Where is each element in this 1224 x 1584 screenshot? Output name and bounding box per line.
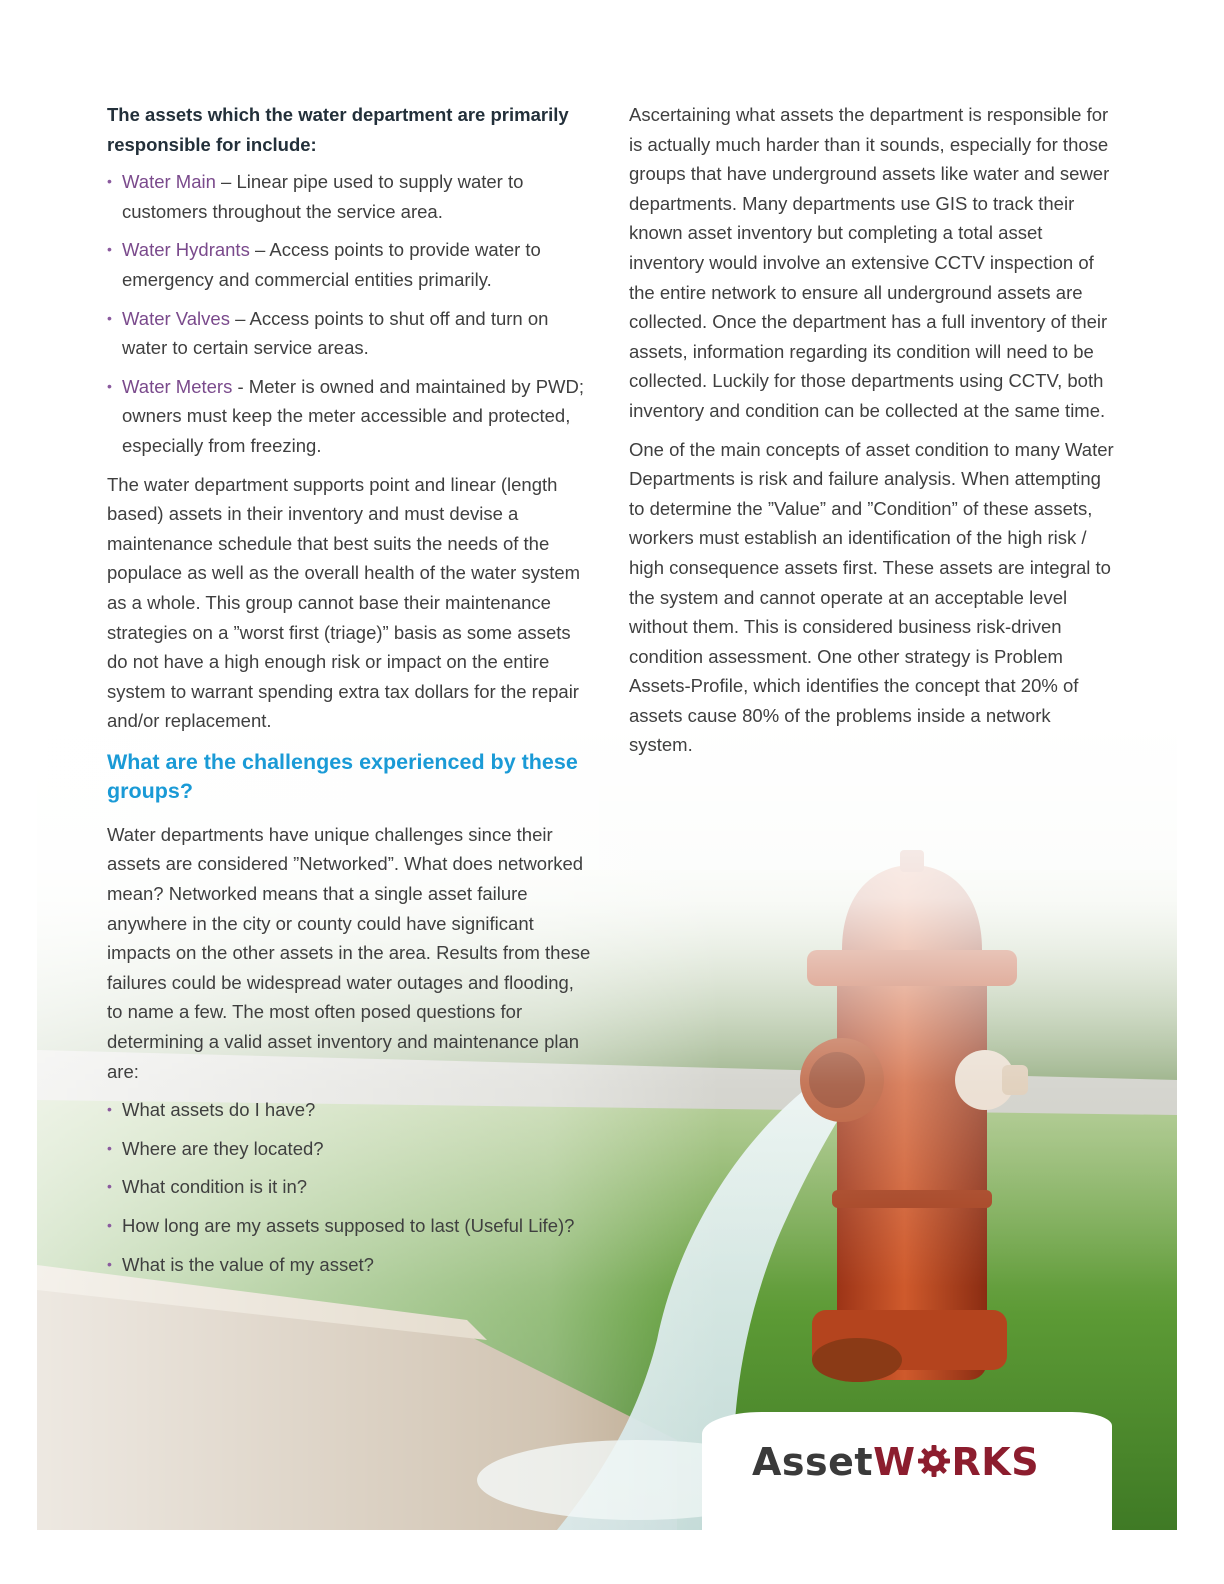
assetworks-logo <box>752 1440 1039 1484</box>
logo-text-asset: Asset <box>752 1440 874 1484</box>
body-paragraph: Water departments have unique challenges since their assets are considered ”Networked”. What does networked mean? Networked means that a single asset failure anywhere in the city or county could have significant impacts on the other assets in the area. Results from these failures could be widespread water outages and flooding, to name a few. The most often posed questions for determining a valid asset inventory and maintenance plan are: <box>107 823 591 1082</box>
logo-text-w: W <box>873 1440 916 1484</box>
list-item: • What assets do I have? <box>107 1095 592 1125</box>
list-item <box>107 304 592 363</box>
asset-desc: – Linear pipe used to supply water to customers throughout the service area. <box>122 171 524 222</box>
list-item <box>107 235 592 294</box>
asset-desc: – Access points to provide water to emergency and commercial entities primarily. <box>122 239 541 290</box>
asset-term: Water Main <box>122 171 216 193</box>
list-item: • Where are they located? <box>107 1134 592 1164</box>
assets-intro: The assets which the water department are primarily responsible for include: <box>107 104 569 155</box>
body-paragraph: One of the main concepts of asset condition to many Water Departments is risk and failure analysis. When attempting to determine the ”Value” and ”Condition” of these assets, workers must establish an identification of the high risk / high consequence assets first. These assets are integral to the system and cannot operate at an acceptable level without them. This is considered business risk-driven condition assessment. One other strategy is Problem Assets-Profile, which identifies the concept that 20% of assets cause 80% of the problems inside a network system. <box>629 438 1114 756</box>
asset-term: Water Meters <box>122 375 233 397</box>
asset-desc: - Meter is owned and maintained by PWD; owners must keep the meter accessible and protected, especially from freezing. <box>122 375 584 456</box>
gear-icon <box>917 1443 951 1477</box>
question-list <box>107 1095 592 1279</box>
asset-list <box>107 167 592 460</box>
right-column <box>629 100 1119 769</box>
list-item: • How long are my assets supposed to last (Useful Life)? <box>107 1211 592 1241</box>
section-heading: What are the challenges experienced by these groups? <box>107 749 578 803</box>
list-item <box>107 167 592 226</box>
left-column <box>107 100 592 1288</box>
list-item <box>107 372 592 461</box>
asset-desc: – Access points to shut off and turn on water to certain service areas. <box>122 307 549 359</box>
logo-text-rks: RKS <box>951 1440 1040 1484</box>
list-item: • What condition is it in? <box>107 1172 592 1202</box>
body-paragraph: Ascertaining what assets the department is responsible for is actually much harder than it sounds, especially for those groups that have underground assets like water and sewer departments. Many departments use GIS to track their known asset inventory but completing a total asset inventory would involve an extensive CCTV inspection of the entire network to ensure all underground assets are collected. Once the department has a full inventory of their assets, information regarding its condition will need to be collected. Luckily for those departments using CCTV, both inventory and condition can be collected at the same time. <box>629 104 1110 421</box>
body-paragraph: The water department supports point and linear (length based) assets in their inventory and must devise a maintenance schedule that best suits the needs of the populace as well as the overall health of the water system as a whole. This group cannot base their maintenance strategies on a ”worst first (triage)” basis as some assets do not have a high enough risk or impact on the entire system to warrant spending extra tax dollars for the repair and/or replacement. <box>107 473 581 732</box>
list-item: • What is the value of my asset? <box>107 1250 592 1280</box>
asset-term: Water Hydrants <box>122 239 250 261</box>
asset-term: Water Valves <box>122 307 230 329</box>
